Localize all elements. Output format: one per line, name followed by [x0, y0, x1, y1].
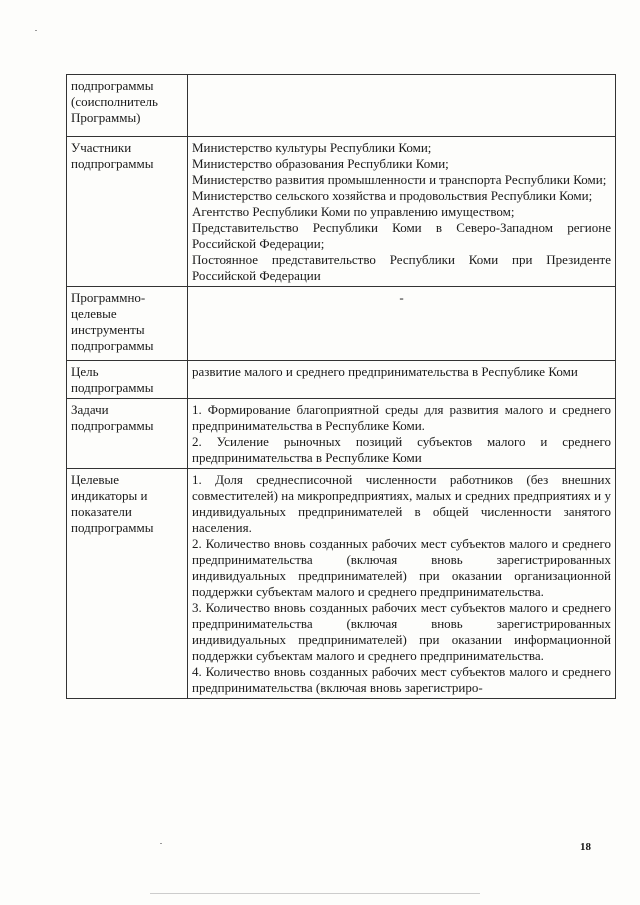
table-row: [67, 137, 616, 287]
participant-line: Министерство образования Республики Коми;: [192, 156, 449, 171]
table-row: [67, 361, 616, 399]
participant-line: Постоянное представительство Республики Коми при Президенте Российской Федерации: [192, 252, 611, 283]
row-value: [188, 287, 616, 361]
program-passport-table: [66, 74, 616, 699]
dash-value: -: [399, 290, 404, 305]
page-number: 18: [580, 841, 591, 853]
row-value: [188, 137, 616, 287]
row-label: подпрограммы (соисполнитель Программы): [67, 75, 188, 137]
row-value: [188, 399, 616, 469]
task-line: 2. Усиление рыночных позиций субъектов малого и среднего предпринимательства в Республике Коми: [192, 434, 611, 465]
task-line: 1. Формирование благоприятной среды для развития малого и среднего предпринимательства в Республике Коми.: [192, 402, 611, 433]
row-label: Задачи подпрограммы: [67, 399, 188, 469]
indicator-line: 2. Количество вновь созданных рабочих мест субъектов малого и среднего предпринимательства (включая вновь зарегистрированных индивидуальных предпринимателей) при оказании организационной поддержки субъектам малого и среднего предпринимательства.: [192, 536, 611, 599]
table-row: [67, 75, 616, 137]
goal-line: развитие малого и среднего предпринимательства в Республике Коми: [192, 364, 578, 379]
row-value: [188, 75, 616, 137]
indicator-line: 3. Количество вновь созданных рабочих мест субъектов малого и среднего предпринимательства (включая вновь зарегистрированных индивидуальных предпринимателей) при оказании информационной поддержки субъектам малого и среднего предпринимательства.: [192, 600, 611, 663]
row-label: Программно-целевые инструменты подпрограммы: [67, 287, 188, 361]
table-row: [67, 399, 616, 469]
scan-speck: [160, 843, 162, 844]
scan-edge-line: [150, 893, 480, 894]
table-row: [67, 469, 616, 699]
table-row: [67, 287, 616, 361]
participant-line: Министерство развития промышленности и транспорта Республики Коми;: [192, 172, 607, 187]
row-label: Цель подпрограммы: [67, 361, 188, 399]
row-value: [188, 361, 616, 399]
participant-line: Министерство сельского хозяйства и продовольствия Республики Коми;: [192, 188, 593, 203]
row-label: Целевые индикаторы и показатели подпрограммы: [67, 469, 188, 699]
scan-speck: [35, 30, 37, 31]
participant-line: Агентство Республики Коми по управлению имуществом;: [192, 204, 515, 219]
participant-line: Министерство культуры Республики Коми;: [192, 140, 432, 155]
indicator-line: 4. Количество вновь созданных рабочих мест субъектов малого и среднего предпринимательства (включая вновь зарегистриро-: [192, 664, 611, 695]
row-label: Участники подпрограммы: [67, 137, 188, 287]
row-value: [188, 469, 616, 699]
indicator-line: 1. Доля среднесписочной численности работников (без внешних совместителей) на микропредприятиях, малых и средних предприятиях и у индивидуальных предпринимателей в общей численности занятого населения.: [192, 472, 611, 535]
participant-line: Представительство Республики Коми в Северо-Западном регионе Российской Федерации;: [192, 220, 611, 251]
